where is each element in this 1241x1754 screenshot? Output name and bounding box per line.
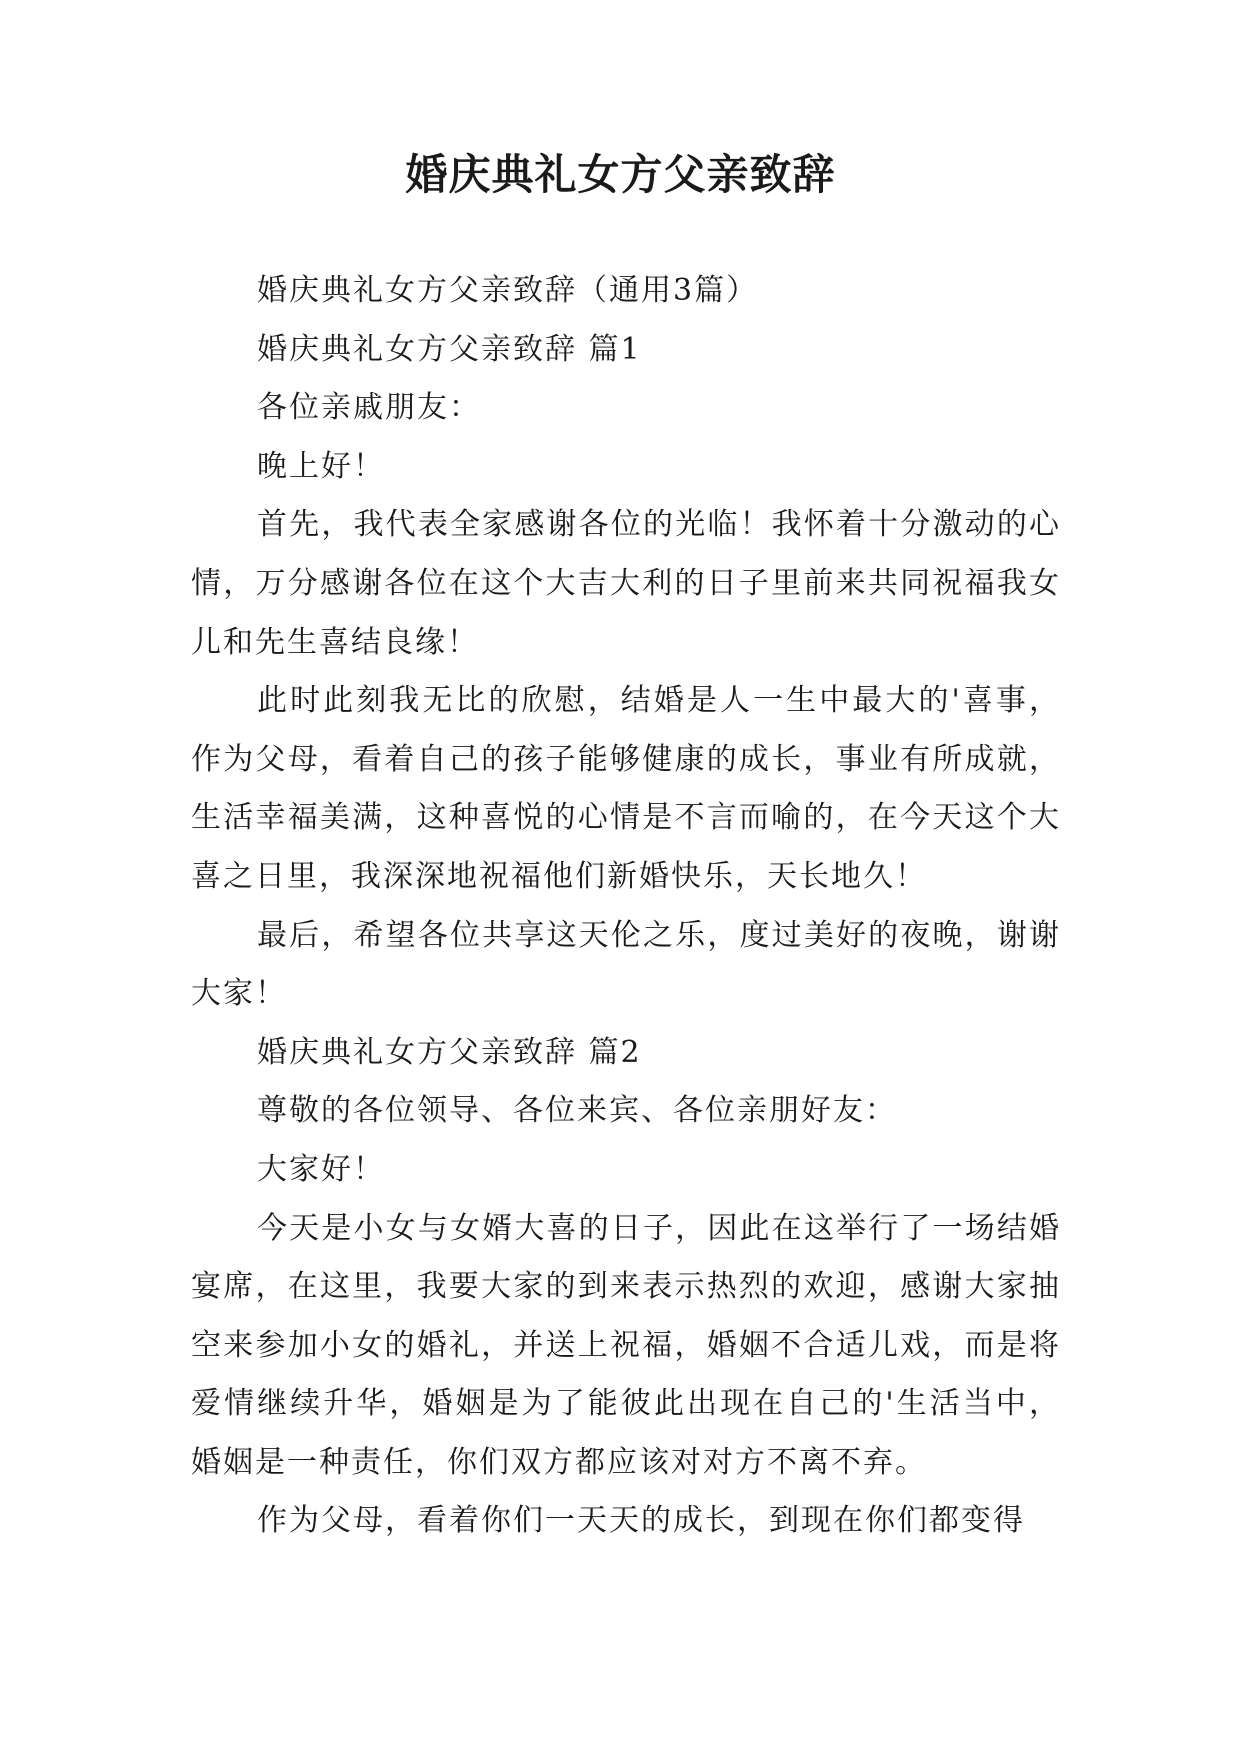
paragraph: 最后，希望各位共享这天伦之乐，度过美好的夜晚，谢谢大家！: [191, 917, 1061, 1012]
paragraph: 首先，我代表全家感谢各位的光临！我怀着十分激动的心情，万分感谢各位在这个大吉大利的日子里前来共同祝福我女儿和先生喜结良缘！: [191, 507, 1061, 660]
greeting-2: 大家好！: [257, 1151, 385, 1187]
salutation-1: 各位亲戚朋友：: [257, 390, 481, 426]
section-heading-1: 婚庆典礼女方父亲致辞 篇1: [257, 331, 642, 367]
paragraph: 作为父母，看着你们一天天的成长，到现在你们都变得: [257, 1503, 1025, 1539]
paragraph: 今天是小女与女婿大喜的日子，因此在这举行了一场结婚宴席，在这里，我要大家的到来表示热烈的欢迎，感谢大家抽空来参加小女的婚礼，并送上祝福，婚姻不合适儿戏，而是将爱情继续升华，婚姻是为了能彼此出现在自己的'生活当中，婚姻是一种责任，你们双方都应该对对方不离不弃。: [191, 1210, 1061, 1480]
salutation-2: 尊敬的各位领导、各位来宾、各位亲朋好友：: [257, 1093, 897, 1129]
paragraph: 此时此刻我无比的欣慰，结婚是人一生中最大的'喜事，作为父母，看着自己的孩子能够健康的成长，事业有所成就，生活幸福美满，这种喜悦的心情是不言而喻的，在今天这个大喜之日里，我深深地祝福他们新婚快乐，天长地久！: [191, 683, 1061, 894]
document-body: [191, 262, 1061, 1551]
paragraph-subtitle: 婚庆典礼女方父亲致辞（通用3篇）: [257, 273, 759, 308]
document-title: 婚庆典礼女方父亲致辞: [405, 150, 836, 199]
greeting-1: 晚上好！: [257, 448, 385, 484]
section-heading-2: 婚庆典礼女方父亲致辞 篇2: [257, 1034, 642, 1070]
